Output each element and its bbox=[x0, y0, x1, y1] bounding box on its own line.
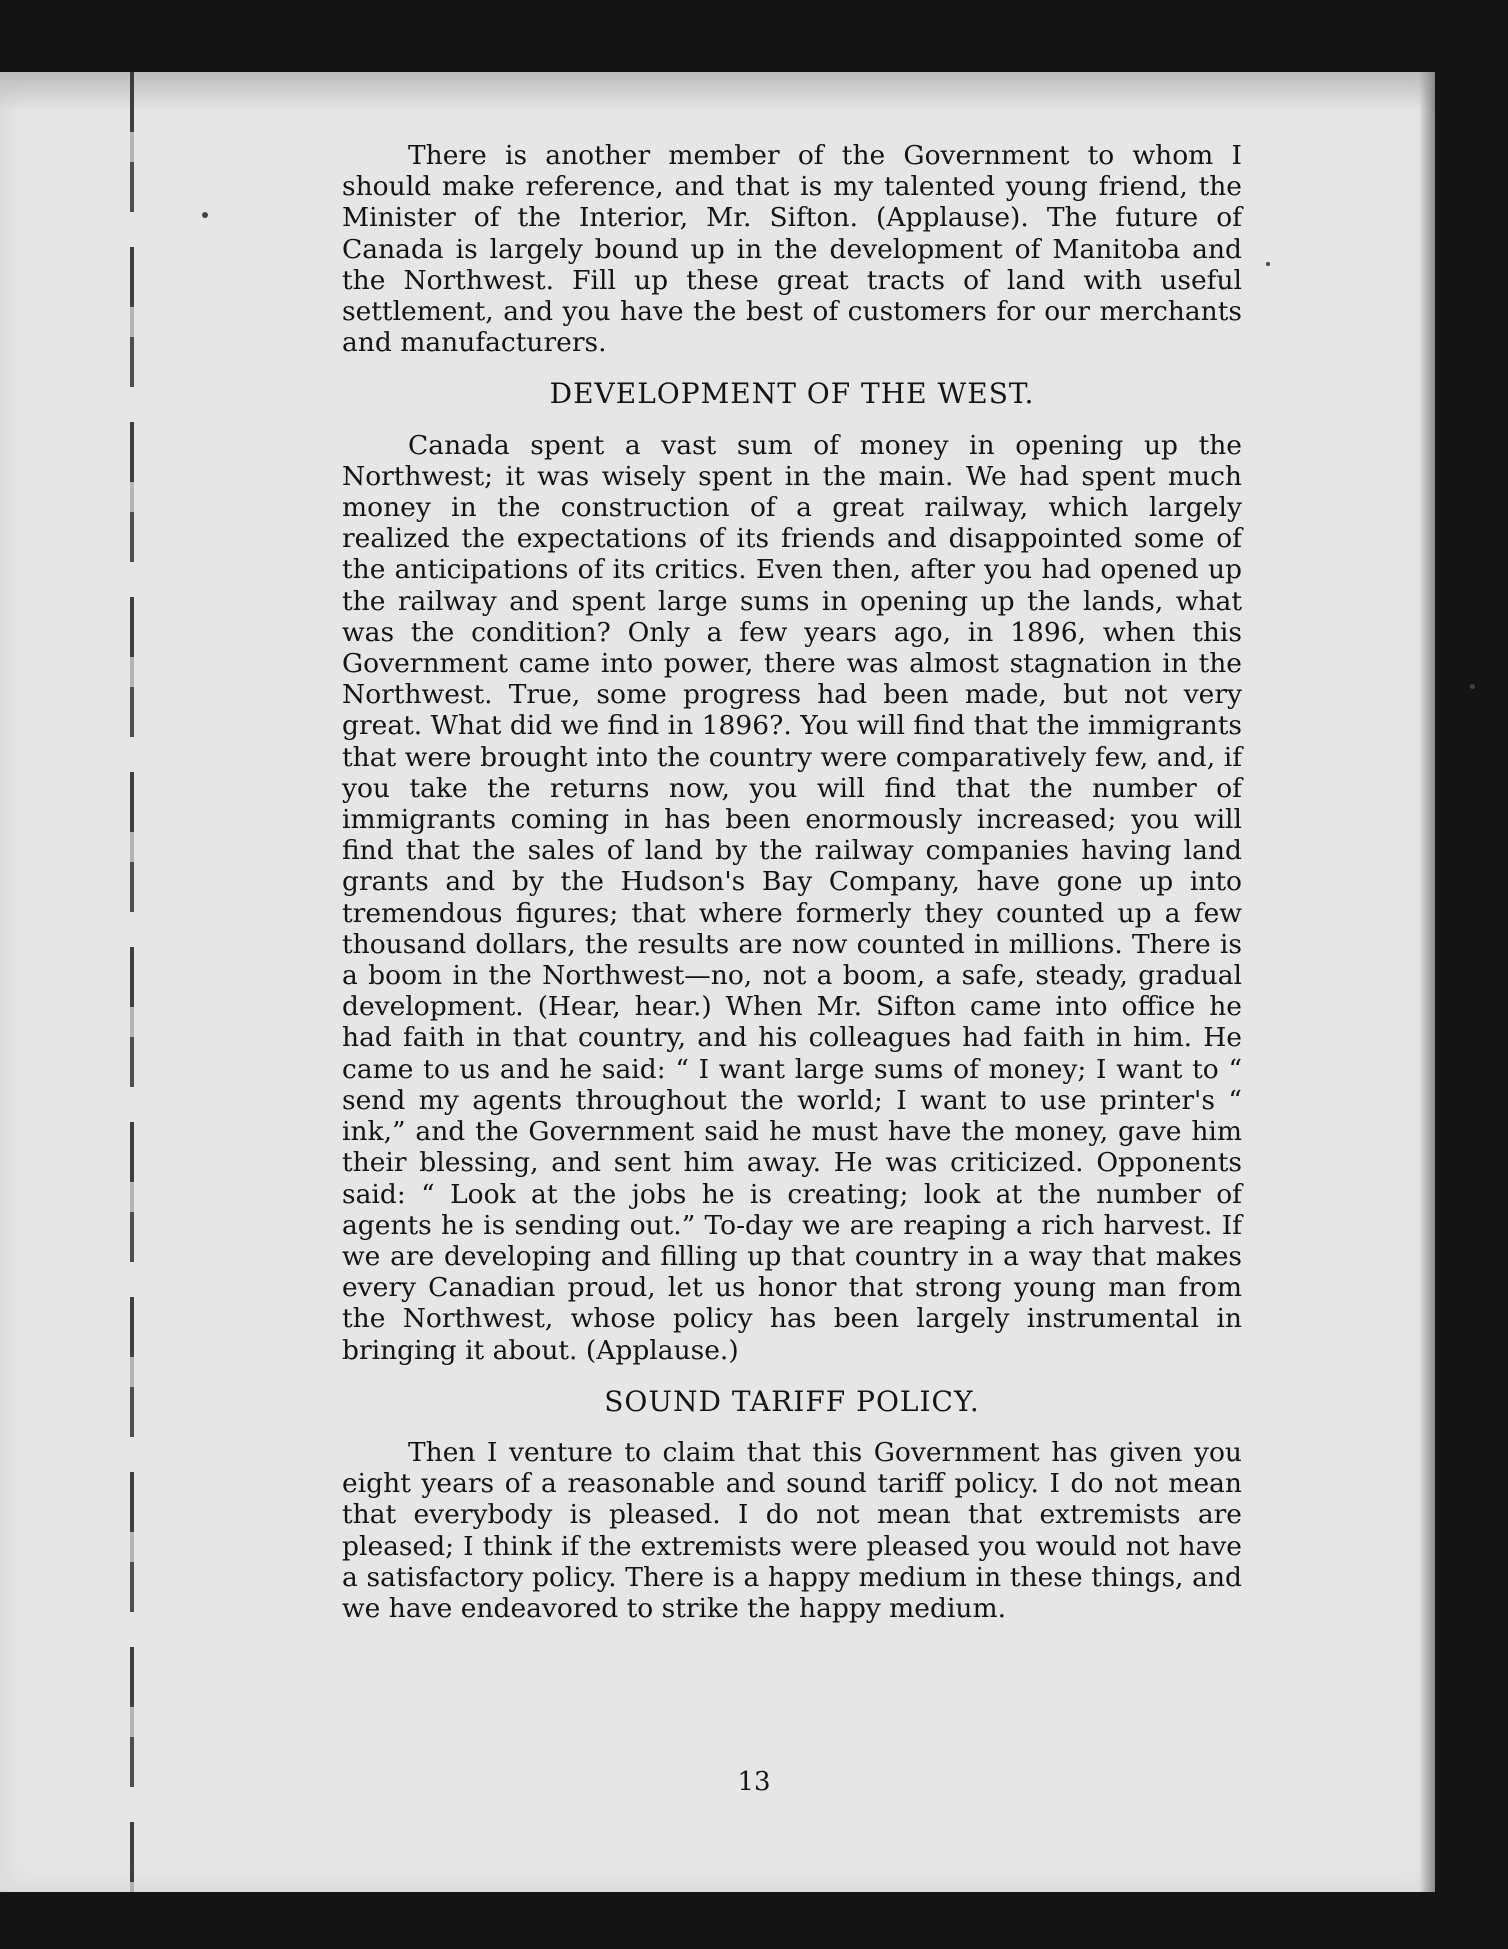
paper-speck bbox=[1470, 684, 1475, 689]
page-right-edge bbox=[1419, 72, 1435, 1892]
paragraph-tariff: Then I venture to claim that this Government has given you eight years of a reasonable and sound tariff policy. I do not mean that everybody is pleased. I do not mean that extremists are pleased; I think if the extremists were pleased you would not have a satisfactory policy. There is a happy medium in these things, and we have endeavored to strike the happy medium. bbox=[342, 1436, 1242, 1624]
section-heading-development: DEVELOPMENT OF THE WEST. bbox=[549, 377, 1035, 411]
paragraph-sifton: There is another member of the Government to whom I should make reference, and that is my talented young friend, the Minister of the Interior, Mr. Sifton. (Applause). The future of Canada is largely bound up in the development of Manitoba and the Northwest. Fill up these great tracts of land with useful settlement, and you have the best of customers for our merchants and manufacturers. bbox=[342, 140, 1242, 359]
paragraph-development: Canada spent a vast sum of money in opening up the Northwest; it was wisely spent in the main. We had spent much money in the construction of a great railway, which largely realized the expectations of its friends and disappointed some of the anticipations of its critics. Even then, after you had opened up the railway and spent large sums in opening up the lands, what was the condition? Only a few years ago, in 1896, when this Government came into power, there was almost stagnation in the Northwest. True, some progress had been made, but not very great. What did we find in 1896?. You will find that the immigrants that were brought into the country were comparatively few, and, if you take the returns now, you will find that the number of immigrants coming in has been enormously increased; you will find that the sales of land by the railway companies having land grants and by the Hudson's Bay Company, have gone up into tremendous figures; that where formerly they counted up a few thousand dollars, the results are now counted in millions. There is a boom in the Northwest—no, not a boom, a safe, steady, gradual development. (Hear, hear.) When Mr. Sifton came into office he had faith in that country, and his colleagues had faith in him. He came to us and he said: “ I want large sums of money; I want to “ send my agents throughout the world; I want to use printer's “ ink,” and the Government said he must have the money, gave him their blessing, and sent him away. He was criticized. Opponents said: “ Look at the jobs he is creating; look at the number of agents he is sending out.” To-day we are reaping a rich harvest. If we are developing and filling up that country in a way that makes every Canadian proud, let us honor that strong young man from the Northwest, whose policy has been largely instrumental in bringing it about. (Applause.) bbox=[342, 429, 1242, 1366]
body-text bbox=[342, 140, 1242, 1624]
paper-speck bbox=[1266, 262, 1270, 266]
section-heading-tariff: SOUND TARIFF POLICY. bbox=[604, 1384, 980, 1418]
paper-speck bbox=[202, 212, 208, 218]
binding-gutter-line bbox=[130, 72, 134, 1892]
page-number: 13 bbox=[737, 1767, 771, 1797]
page-top-shadow bbox=[0, 72, 1435, 112]
